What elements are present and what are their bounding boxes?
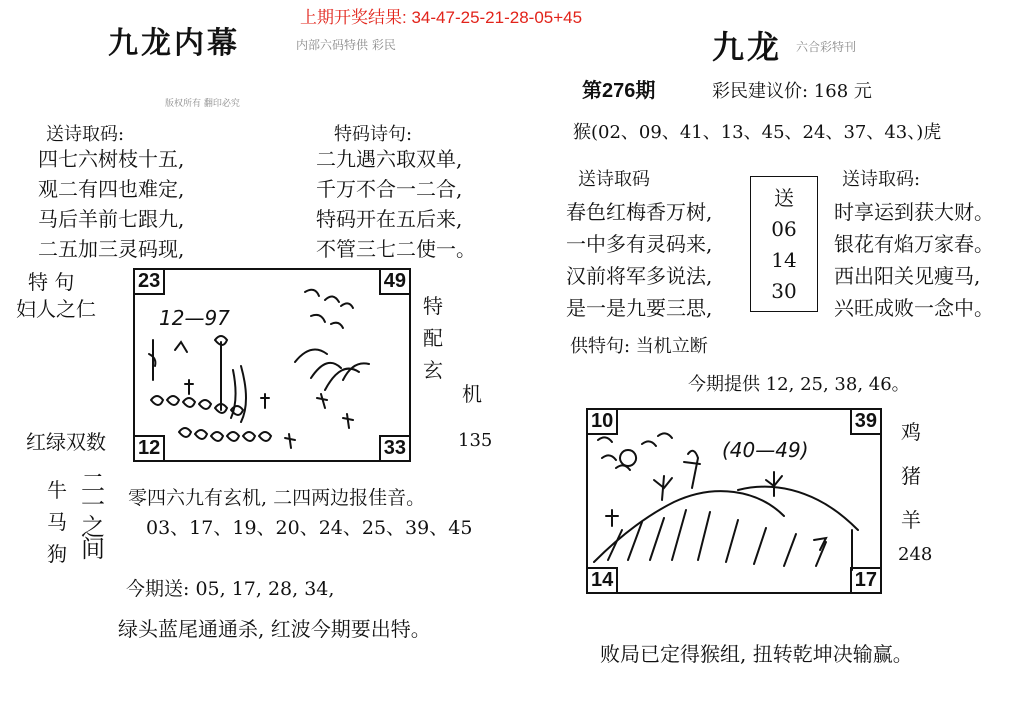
left-drawing-box xyxy=(133,268,411,462)
corner-number: 10 xyxy=(588,410,618,435)
zodiac-char: 猪 xyxy=(901,464,921,488)
corner-number: 12 xyxy=(135,435,165,460)
left-poem-left xyxy=(38,144,184,264)
phrase-char: 之 xyxy=(81,513,105,541)
poem-line: 二五加三灵码现, xyxy=(38,237,185,261)
poem-line: 西出阳关见瘦马, xyxy=(834,264,981,288)
right-sketch xyxy=(588,410,876,588)
side-char: 配 xyxy=(423,326,443,350)
poem-line: 春色红梅香万树, xyxy=(566,200,713,224)
phrase-char: 间 xyxy=(81,535,105,563)
poem-line: 兴旺成败一念中。 xyxy=(834,296,994,320)
send-box xyxy=(750,176,818,312)
poem-line: 二九遇六取双单, xyxy=(316,147,463,171)
left-sketch xyxy=(135,270,405,456)
send-box-item: 30 xyxy=(771,279,797,303)
corner-number: 49 xyxy=(379,270,409,295)
result-banner-prefix: 上期开奖结果: xyxy=(300,8,407,27)
left-poem-right xyxy=(316,144,476,264)
left-caption: 版权所有 翻印必究 xyxy=(165,99,240,109)
special-text: 妇人之仁 xyxy=(16,297,96,321)
right-subtitle: 六合彩特刊 xyxy=(796,40,857,54)
drawing-annotation: 12—97 xyxy=(159,306,230,330)
corner-number: 33 xyxy=(379,435,409,460)
poem-line: 观二有四也难定, xyxy=(38,177,185,201)
special-phrase: 供特句: 当机立断 xyxy=(570,336,708,357)
send-box-item: 送 xyxy=(774,186,794,210)
right-heading-right: 送诗取码: xyxy=(842,169,921,190)
phrase-char: 一 xyxy=(81,491,105,519)
zodiac-char: 鸡 xyxy=(901,420,921,444)
right-side-number: 248 xyxy=(898,544,933,565)
right-side-zodiac xyxy=(898,410,924,542)
left-subtitle: 内部六码特供 彩民 xyxy=(296,38,396,52)
side-char: 玄 xyxy=(423,358,443,382)
send-box-item: 06 xyxy=(771,217,797,241)
result-banner-numbers: 34-47-25-21-28-05+45 xyxy=(411,8,583,27)
drawing-annotation: (40—49) xyxy=(722,438,809,462)
left-bottom-line: 绿头蓝尾通通杀, 红波今期要出特。 xyxy=(118,617,431,641)
corner-number: 17 xyxy=(850,567,880,592)
corner-number: 14 xyxy=(588,567,618,592)
poem-line: 马后羊前七跟九, xyxy=(38,207,185,231)
zodiac-char: 狗 xyxy=(47,542,67,566)
poem-line: 银花有焰万家春。 xyxy=(834,232,994,256)
left-side-chars xyxy=(420,290,446,386)
numbers-line: 猴(02、09、41、13、45、24、37、43、)虎 xyxy=(573,122,942,143)
side-char-ji: 机 xyxy=(462,382,482,406)
right-poem-right xyxy=(834,196,994,324)
right-drawing-box xyxy=(586,408,882,594)
corner-number: 23 xyxy=(135,270,165,295)
left-title: 九龙内幕 xyxy=(108,26,240,61)
zodiac-column xyxy=(44,474,70,570)
special-label: 特 句 xyxy=(28,270,75,294)
poem-line: 不管三七二使一。 xyxy=(316,237,476,261)
today-send: 今期送: 05, 17, 28, 34, xyxy=(126,578,335,600)
right-poem-heading: 特码诗句: xyxy=(334,124,413,145)
issue-number: 第276期 xyxy=(582,80,656,102)
left-line2: 03、17、19、20、24、25、39、45 xyxy=(146,517,473,539)
right-bottom-line: 败局已定得猴组, 扭转乾坤决输赢。 xyxy=(600,642,913,666)
poem-line: 四七六树枝十五, xyxy=(38,147,185,171)
zodiac-char: 马 xyxy=(47,510,67,534)
zodiac-char: 牛 xyxy=(47,478,67,502)
send-box-item: 14 xyxy=(771,248,797,272)
poem-line: 千万不合一二合, xyxy=(316,177,463,201)
poem-line: 是一是九要三思, xyxy=(566,296,713,320)
left-line1: 零四六九有玄机, 二四两边报佳音。 xyxy=(128,487,426,509)
left-poem-heading: 送诗取码: xyxy=(46,124,125,145)
vertical-phrase xyxy=(80,469,106,563)
side-char: 特 xyxy=(423,294,443,318)
red-green-label: 红绿双数 xyxy=(26,430,106,454)
right-poem-left xyxy=(566,196,712,324)
suggested-price: 彩民建议价: 168 元 xyxy=(712,81,872,102)
poem-line: 特码开在五后来, xyxy=(316,207,463,231)
phrase-char: 二 xyxy=(81,469,105,497)
poem-line: 汉前将军多说法, xyxy=(566,264,713,288)
today-provide: 今期提供 12, 25, 38, 46。 xyxy=(688,374,910,395)
right-heading-left: 送诗取码 xyxy=(578,169,650,190)
right-title: 九龙 xyxy=(712,28,783,66)
left-side-number: 135 xyxy=(458,430,493,451)
poem-line: 一中多有灵码来, xyxy=(566,232,713,256)
result-banner xyxy=(300,3,582,28)
zodiac-char: 羊 xyxy=(901,508,921,532)
corner-number: 39 xyxy=(850,410,880,435)
poem-line: 时享运到获大财。 xyxy=(834,200,994,224)
